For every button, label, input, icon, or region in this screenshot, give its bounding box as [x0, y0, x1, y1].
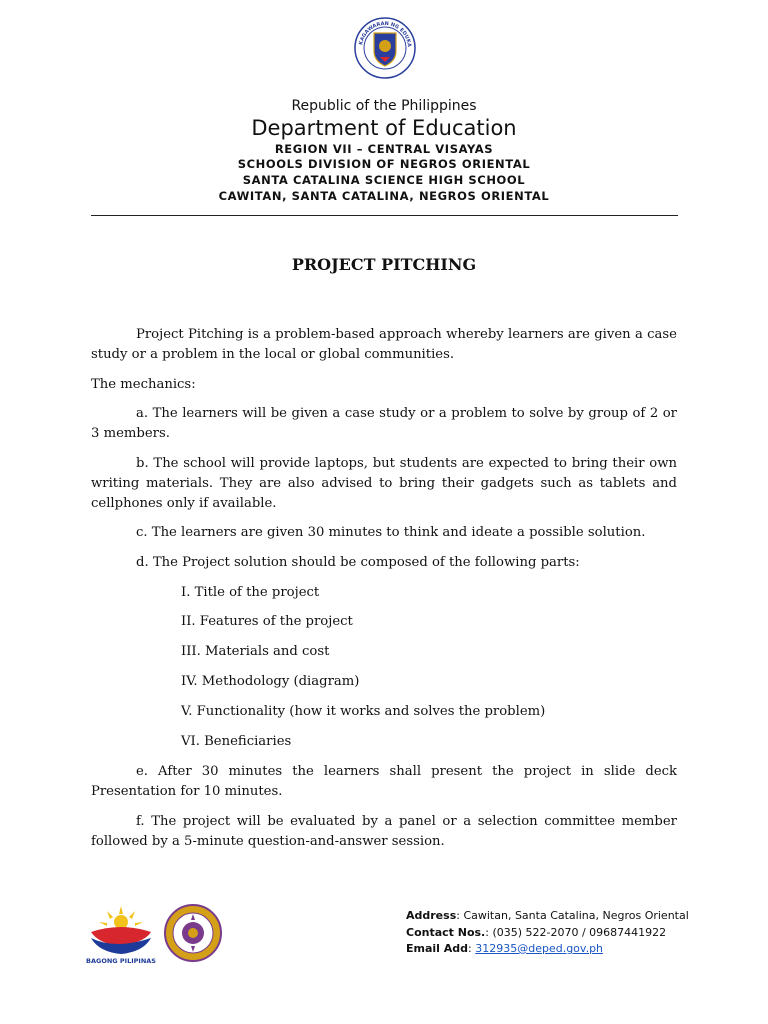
division-line: SCHOOLS DIVISION OF NEGROS ORIENTAL: [237, 157, 531, 171]
school-line: SANTA CATALINA SCIENCE HIGH SCHOOL: [242, 173, 526, 187]
footer-email: [406, 942, 603, 955]
intro-paragraph: Project Pitching is a problem-based approach whereby learners are given a case study or a problem in the local or global communities.: [91, 327, 677, 362]
address-label: Address: [406, 909, 457, 922]
mechanic-item-f: f. The project will be evaluated by a panel or a selection committee member followed by a 5-minute question-and-answer session.: [91, 814, 677, 849]
document-title: PROJECT PITCHING: [291, 255, 477, 274]
contact-label: Contact Nos.: [406, 926, 486, 939]
mechanic-item-b: b. The school will provide laptops, but students are expected to bring their own writing materials. They are also advised to bring their gadgets such as tablets and cellphones only if available.: [91, 456, 677, 511]
mechanic-item-e: e. After 30 minutes the learners shall present the project in slide deck Presentation for 10 minutes.: [91, 764, 677, 799]
republic-line: Republic of the Philippines: [291, 98, 477, 114]
seal-text: KAGAWARAN NG EDUKA: [358, 20, 413, 48]
solution-part: IV. Methodology (diagram): [181, 674, 360, 689]
email-separator: :: [468, 942, 476, 955]
solution-part: V. Functionality (how it works and solves the problem): [181, 704, 546, 719]
solution-part: I. Title of the project: [181, 585, 320, 600]
bagong-pilipinas-logo: [85, 902, 157, 966]
footer-address: [406, 909, 689, 922]
email-label: Email Add: [406, 942, 469, 955]
solution-part: VI. Beneficiaries: [181, 734, 292, 749]
email-link[interactable]: 312935@deped.gov.ph: [475, 942, 604, 955]
deped-seal-logo: [354, 17, 416, 79]
mechanic-item-c: c. The learners are given 30 minutes to think and ideate a possible solution.: [136, 525, 646, 540]
mechanic-item-d: d. The Project solution should be composed of the following parts:: [136, 555, 580, 570]
school-address-line: CAWITAN, SANTA CATALINA, NEGROS ORIENTAL: [218, 189, 550, 203]
footer-contact: [406, 926, 666, 939]
solution-part: II. Features of the project: [181, 614, 353, 629]
header-divider: [91, 215, 678, 216]
department-title: Department of Education: [251, 116, 517, 140]
mechanic-item-a: a. The learners will be given a case study or a problem to solve by group of 2 or 3 members.: [91, 406, 677, 441]
mechanics-label: The mechanics:: [91, 377, 196, 392]
contact-value: : (035) 522-2070 / 09687441922: [485, 926, 667, 939]
address-value: : Cawitan, Santa Catalina, Negros Oriental: [456, 909, 689, 922]
region-line: REGION VII – CENTRAL VISAYAS: [274, 142, 494, 156]
solution-part: III. Materials and cost: [181, 644, 330, 659]
bagong-pilipinas-text: BAGONG PILIPINAS: [86, 957, 156, 965]
school-seal-logo: [162, 904, 224, 962]
